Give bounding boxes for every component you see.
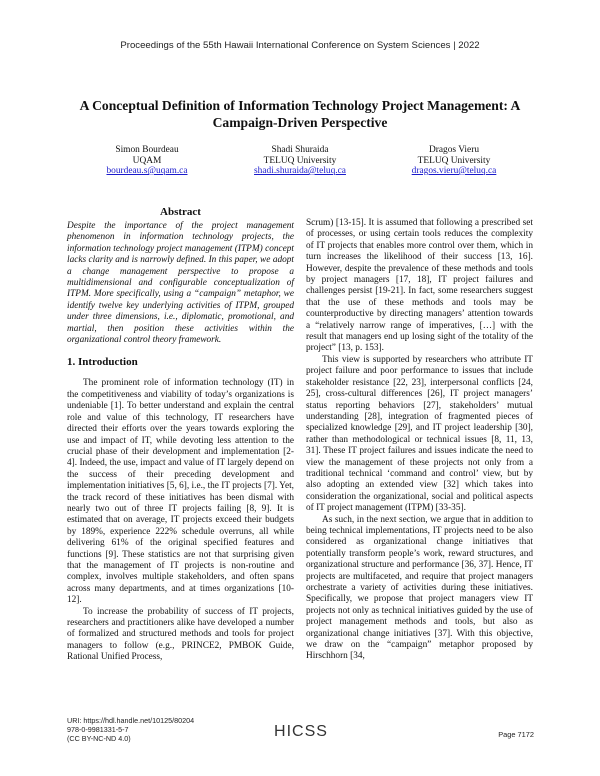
right-column <box>306 218 533 663</box>
body-paragraph: Scrum) [13-15]. It is assumed that following a prescribed set of processes, or using certain tools reduces the complexity of IT projects that enables more control over them, which in turn increases the likelihood of their success [13, 16]. However, despite the prevalence of these methods and tools by project managers [17, 18], IT project failures and challenges persist [19-21]. In fact, some researchers suggest that the use of these methods and tools may be counterproductive by directing managers’ attention towards a “relatively narrow range of imperatives, […] with the result that managers end up losing sight of the totality of the project” [13, p. 153]. <box>306 218 533 354</box>
author-email-link[interactable]: dragos.vieru@teluq.ca <box>411 166 497 176</box>
body-paragraph: To increase the probability of success of IT projects, researchers and practitioners alike have developed a number of formalized and structured methods and tools for project managers to follow (e.g., PRINCE2, PMBOK Guide, Rational Unified Process, <box>67 606 294 663</box>
paper-title: A Conceptual Definition of Information Technology Project Management: A Campaign-Driven Perspective <box>79 98 521 130</box>
author-block <box>72 145 222 177</box>
page-number: Page 7172 <box>498 730 534 739</box>
footer-isbn: 978-0-9981331-5-7 <box>67 725 129 734</box>
hicss-logo <box>263 723 339 741</box>
body-paragraph: The prominent role of information technology (IT) in the competitiveness and viability of today’s organizations is undeniable [1]. To better understand and explain the central role and value of this technology, IT researchers have directed their efforts over the years towards exploring the use and impact of IT, while devoting less attention to the crucial phase of their development and implementation [2-4]. Indeed, the use, impact and value of IT largely depend on the success of their preceding development and implementation initiatives [5, 6], i.e., the IT projects [7]. Yet, the track record of these initiatives has been dismal with nearly two out of three IT projects failing [8, 9]. It is estimated that on average, IT projects exceed their budgets by 189%, experience 222% schedule overruns, all while delivering 61% of the original specified features and functions [9]. These statistics are not that surprising given that the management of IT projects is non-routine and complex, involves multiple stakeholders, and often spans across many departments, and at times organizations [10-12]. <box>67 378 294 606</box>
body-paragraph: This view is supported by researchers who attribute IT project failure and poor performance to issues that include stakeholder resistance [22, 23], interpersonal conflicts [24, 25], cross-cultural differences [26], IT project managers’ status reporting behaviors [27], stakeholders’ mutual understanding [28], integration of fragmented pieces of specialized knowledge [29], and IT project leadership [30], rather than methodological or technical issues [8, 11, 13, 31]. These IT project failures and issues indicate the need to view the management of these projects not only from a traditional technical ‘command and control’ view, but by also adopting an extended view [32] which takes into consideration the organizational, social and political aspects of IT project management (ITPM) [33-35]. <box>306 354 533 514</box>
author-affiliation: TELUQ University <box>263 155 337 166</box>
abstract-text: Despite the importance of the project management phenomenon in information technology projects, the information technology project management (ITPM) concept lacks clarity and is narrowly defined. In this paper, we adopt a change management perspective to propose a multidimensional and configurable conceptualization of ITPM. More specifically, using a “campaign” metaphor, we identify twelve key underlying activities of ITPM, grouped under three dimensions, i.e., diplomatic, promotional, and martial, then position these activities within the organizational control theory framework. <box>67 221 294 346</box>
abstract-heading: Abstract <box>160 206 201 218</box>
footer-uri-link[interactable]: URI: https://hdl.handle.net/10125/80204 <box>67 716 195 725</box>
author-block <box>379 145 529 177</box>
hicss-logo-text: HICSS <box>274 723 328 740</box>
body-paragraph: As such, in the next section, we argue that in addition to being technical implementations, IT projects need to be also considered as organizational change initiatives that potentially transform people’s work, reward structures, and organizational structure and performance [36, 37]. Hence, IT projects are multifaceted, and require that project managers orchestrate a variety of activities during these initiatives. Specifically, we propose that project managers view IT projects not only as technical initiatives guided by the use of project management methods and tools, but also as organizational change initiatives [37]. With this objective, we draw on the “campaign” metaphor proposed by Hirschhorn [34, <box>306 514 533 662</box>
footer-license: (CC BY-NC-ND 4.0) <box>67 734 131 743</box>
footer-meta <box>67 716 194 743</box>
author-affiliation: UQAM <box>132 155 162 166</box>
author-name: Dragos Vieru <box>428 145 480 155</box>
author-block <box>225 145 375 177</box>
author-name: Simon Bourdeau <box>115 145 179 155</box>
proceedings-header: Proceedings of the 55th Hawaii International Conference on System Sciences | 2022 <box>120 40 480 51</box>
author-email-link[interactable]: bourdeau.s@uqam.ca <box>106 166 188 176</box>
left-column <box>67 206 294 664</box>
author-affiliation: TELUQ University <box>417 155 491 166</box>
author-name: Shadi Shuraida <box>271 145 329 155</box>
section-heading-introduction: 1. Introduction <box>67 356 138 369</box>
author-email-link[interactable]: shadi.shuraida@teluq.ca <box>254 166 346 176</box>
